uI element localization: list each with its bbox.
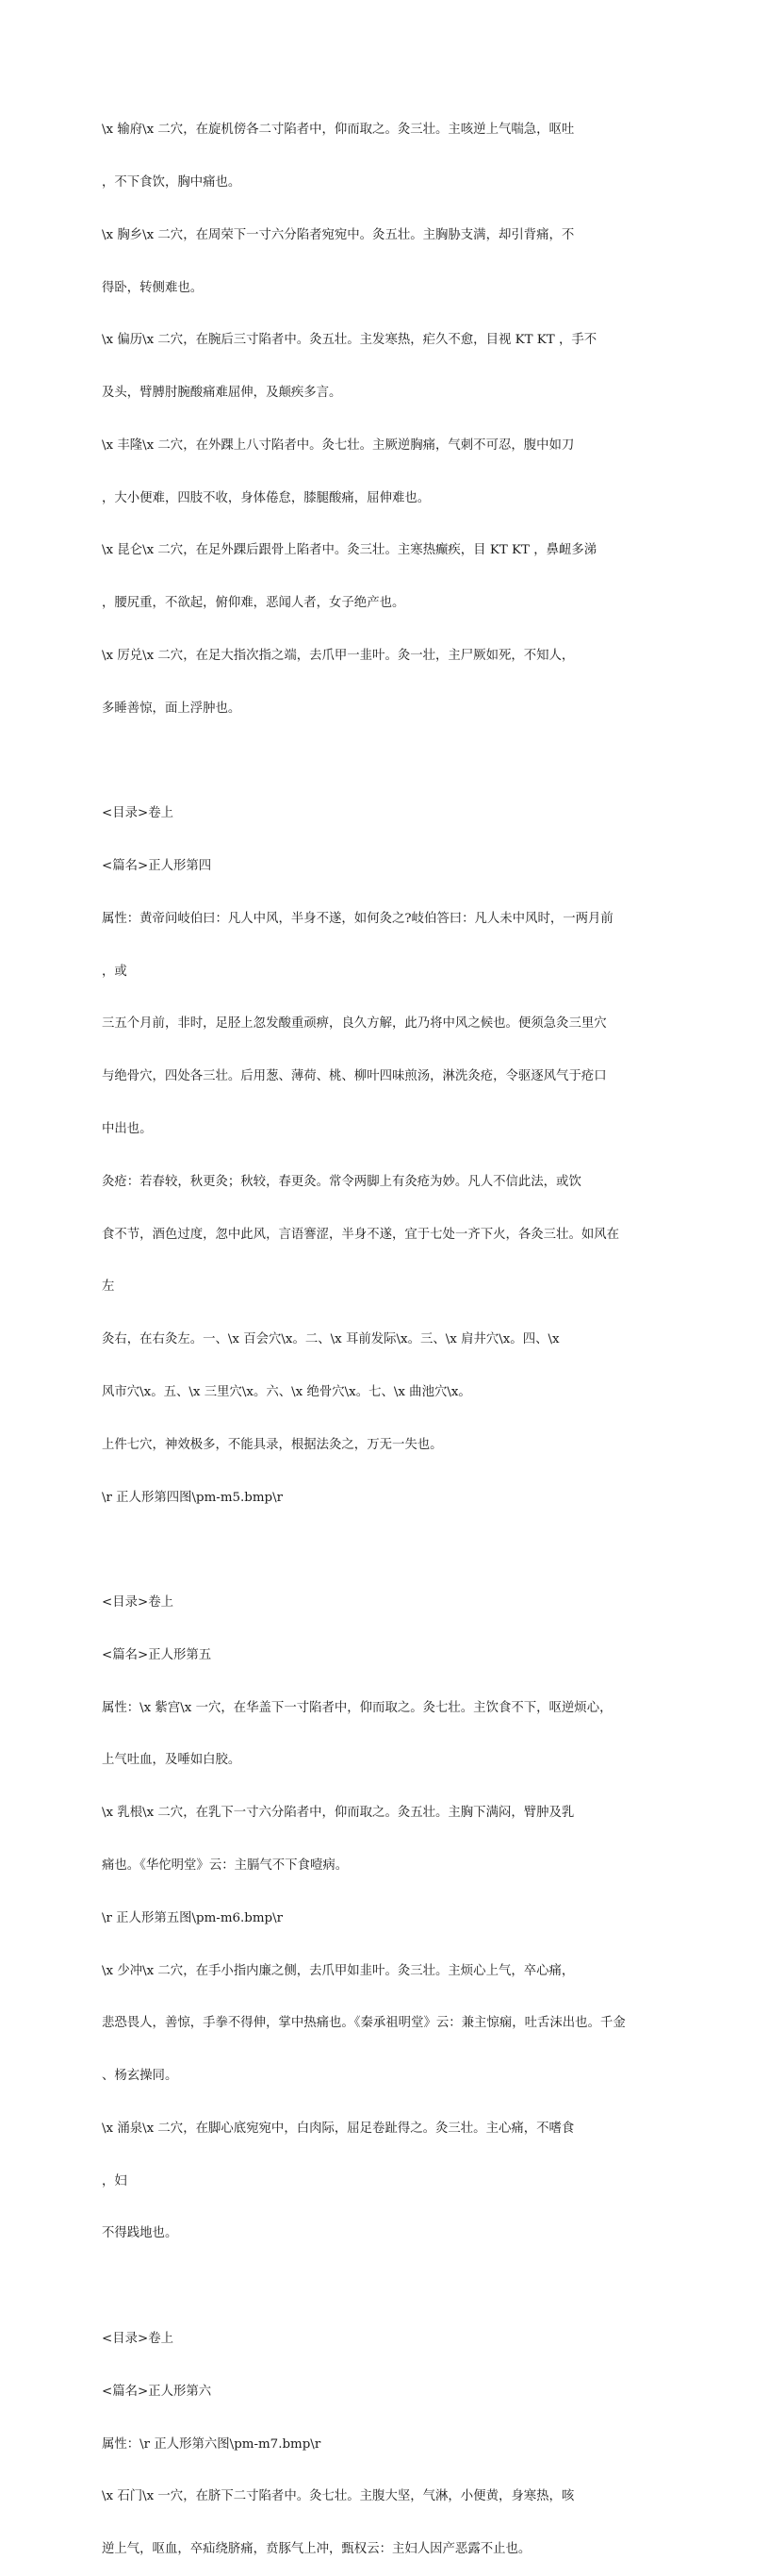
text-line: ，不下食饮，胸中痛也。 <box>102 174 241 190</box>
text-line: 得卧，转侧难也。 <box>102 280 204 295</box>
blank-line <box>102 1542 686 1560</box>
image-reference: \r 正人形第四图\pm-m5.bmp\r <box>102 1490 284 1505</box>
text-line: 食不节，酒色过度，忽中此风，言语謇涩，半身不遂，宜于七处一齐下火，各灸三壮。如风在 <box>102 1227 620 1242</box>
text-line: ，大小便难，四肢不收，身体倦怠，膝腿酸痛，屈伸难也。 <box>102 490 431 505</box>
text-line: 属性：\x 紫宫\x 一穴，在华盖下一寸陷者中，仰而取之。灸七壮。主饮食不下，呕逆烦心， <box>102 1700 613 1715</box>
text-line: 与绝骨穴，四处各三壮。后用葱、薄荷、桃、柳叶四味煎汤，淋洗灸疮，令驱逐风气于疮口 <box>102 1069 607 1084</box>
text-line: 上件七穴，神效极多，不能具录，根据法灸之，万无一失也。 <box>102 1437 443 1452</box>
text-line: \x 胸乡\x 二穴，在周荣下一寸六分陷者宛宛中。灸五壮。主胸胁支满，却引背痛，不 <box>102 227 575 242</box>
text-line: 及头，臂膊肘腕酸痛难屈伸，及颠疾多言。 <box>102 386 342 401</box>
blank-line <box>102 2278 686 2296</box>
text-line: 、杨玄操同。 <box>102 2069 178 2084</box>
text-line: \x 涌泉\x 二穴，在脚心底宛宛中，白肉际，屈足卷趾得之。灸三壮。主心痛，不嗜食 <box>102 2121 575 2136</box>
blank-line <box>102 753 686 771</box>
text-line: ，妇 <box>102 2173 127 2188</box>
section-title: <篇名>正人形第五 <box>102 1647 212 1662</box>
section-catalog: <目录>卷上 <box>102 806 174 821</box>
text-line: 灸疮：若春较，秋更灸；秋较，春更灸。常令两脚上有灸疮为妙。凡人不信此法，或饮 <box>102 1174 581 1189</box>
text-line: 痛也。《华佗明堂》云：主膈气不下食噎病。 <box>102 1858 349 1873</box>
text-line: \x 偏历\x 二穴，在腕后三寸陷者中。灸五壮。主发寒热，疟久不愈，目视 KT KT ，手不 <box>102 333 597 348</box>
section-title: <篇名>正人形第四 <box>102 859 212 874</box>
text-line: 多睡善惊，面上浮肿也。 <box>102 701 241 716</box>
section-title: <篇名>正人形第六 <box>102 2384 212 2399</box>
document-page <box>102 87 686 2576</box>
text-line: ，或 <box>102 964 127 979</box>
text-line: 属性：\r 正人形第六图\pm-m7.bmp\r <box>102 2436 321 2452</box>
text-line: 中出也。 <box>102 1122 153 1137</box>
text-line: 风市穴\x。五、\x 三里穴\x。六、\x 绝骨穴\x。七、\x 曲池穴\x。 <box>102 1384 471 1399</box>
text-line: \x 少冲\x 二穴，在手小指内廉之侧，去爪甲如韭叶。灸三壮。主烦心上气，卒心痛， <box>102 1963 575 1978</box>
text-line: 灸右，在右灸左。一、\x 百会穴\x。二、\x 耳前发际\x。三、\x 肩井穴\x。四、\x <box>102 1332 560 1347</box>
image-reference: \r 正人形第五图\pm-m6.bmp\r <box>102 1910 284 1925</box>
text-line: 不得践地也。 <box>102 2226 178 2241</box>
text-line: \x 乳根\x 二穴，在乳下一寸六分陷者中，仰而取之。灸五壮。主胸下满闷，臂肿及乳 <box>102 1806 575 1821</box>
text-line: 上气吐血，及唾如白胶。 <box>102 1753 241 1768</box>
text-line: ，腰尻重，不欲起，俯仰难，恶闻人者，女子绝产也。 <box>102 596 405 611</box>
text-line: \x 丰隆\x 二穴，在外踝上八寸陷者中。灸七壮。主厥逆胸痛，气刺不可忍，腹中如刀 <box>102 438 575 453</box>
text-line: 三五个月前，非时，足胫上忽发酸重顽痹，良久方解，此乃将中风之候也。便须急灸三里穴 <box>102 1016 607 1032</box>
section-catalog: <目录>卷上 <box>102 2332 174 2346</box>
text-line: \x 昆仑\x 二穴，在足外踝后跟骨上陷者中。灸三壮。主寒热癫疾，目 KT KT ，鼻衄多涕 <box>102 543 597 558</box>
text-line: \x 输府\x 二穴，在旋机傍各二寸陷者中，仰而取之。灸三壮。主咳逆上气喘急，呕吐 <box>102 123 575 138</box>
text-line: \x 厉兑\x 二穴，在足大指次指之端，去爪甲一韭叶。灸一壮，主尸厥如死，不知人， <box>102 649 575 663</box>
text-line: 属性：黄帝问岐伯曰：凡人中风，半身不遂，如何灸之?岐伯答曰：凡人未中风时，一两月前 <box>102 911 614 926</box>
text-line: 逆上气，呕血，卒疝绕脐痛，贲豚气上冲，甄权云：主妇人因产恶露不止也。 <box>102 2542 532 2557</box>
text-line: 左 <box>102 1280 115 1295</box>
text-line: \x 石门\x 一穴，在脐下二寸陷者中。灸七壮。主腹大坚，气淋，小便黄，身寒热，咳 <box>102 2489 575 2504</box>
text-line: 悲恐畏人，善惊，手拳不得伸，掌中热痛也。《秦承祖明堂》云：兼主惊痫，吐舌沫出也。千金 <box>102 2016 626 2031</box>
section-catalog: <目录>卷上 <box>102 1595 174 1610</box>
